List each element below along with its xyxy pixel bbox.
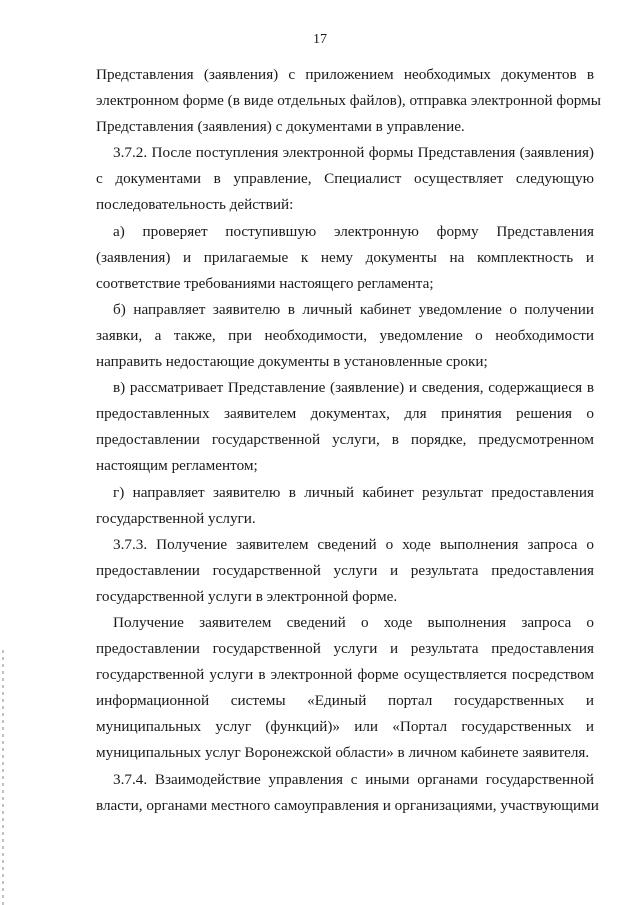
text-line: (заявления) и прилагаемые к нему документы на комплектность и: [96, 248, 594, 266]
text-line: заявки, а также, при необходимости, уведомление о необходимости: [96, 326, 594, 344]
text-line: предоставлении государственной услуги и результата предоставления: [96, 640, 594, 658]
paragraph-item-a: [96, 219, 594, 297]
paragraph-p374: [96, 767, 599, 819]
text-line: информационной системы «Единый портал государственных и: [96, 692, 594, 710]
text-line: направить недостающие документы в установленные сроки;: [96, 353, 488, 371]
text-line: электронном форме (в виде отдельных файлов), отправка электронной формы: [96, 92, 601, 110]
text-line: с документами в управление, Специалист осуществляет следующую: [96, 170, 594, 188]
text-line: а) проверяет поступившую электронную форму Представления: [113, 222, 594, 240]
paragraph-cont: [96, 62, 601, 140]
text-line: 3.7.4. Взаимодействие управления с иными органами государственной: [113, 770, 594, 788]
page-number: 17: [313, 32, 327, 47]
text-line: г) направляет заявителю в личный кабинет результат предоставления: [113, 483, 594, 501]
document-body: [96, 62, 601, 819]
text-line: государственной услуги в электронной форме.: [96, 587, 398, 605]
scan-edge-artifact: [2, 650, 4, 905]
text-line: государственной услуги в электронной форме осуществляется посредством: [96, 666, 594, 684]
paragraph-item-g: [96, 480, 594, 532]
text-line: в) рассматривает Представление (заявление) и сведения, содержащиеся в: [113, 379, 594, 397]
text-line: предоставлении государственной услуги и результата предоставления: [96, 561, 594, 579]
paragraph-p373: [96, 532, 594, 610]
text-line: государственной услуги.: [96, 509, 256, 527]
paragraph-item-b: [96, 297, 594, 375]
text-line: Получение заявителем сведений о ходе выполнения запроса о: [113, 613, 594, 631]
text-line: соответствие требованиями настоящего регламента;: [96, 274, 434, 292]
text-line: Представления (заявления) с приложением необходимых документов в: [96, 66, 594, 83]
text-line: последовательность действий:: [96, 196, 294, 214]
text-line: муниципальных услуг Воронежской области» в личном кабинете заявителя.: [96, 744, 590, 762]
paragraph-item-v: [96, 375, 594, 479]
text-line: предоставленных заявителем документах, для принятия решения о: [96, 405, 594, 423]
text-line: власти, органами местного самоуправления и организациями, участвующими: [96, 796, 599, 814]
text-line: муниципальных услуг (функций)» или «Портал государственных и: [96, 718, 594, 736]
paragraph-p372: [96, 140, 594, 218]
text-line: Представления (заявления) с документами в управление.: [96, 118, 465, 136]
text-line: 3.7.2. После поступления электронной формы Представления (заявления): [113, 144, 594, 162]
text-line: б) направляет заявителю в личный кабинет уведомление о получении: [113, 300, 594, 318]
text-line: предоставлении государственной услуги, в порядке, предусмотренном: [96, 431, 594, 449]
paragraph-p373-body: [96, 610, 594, 767]
text-line: настоящим регламентом;: [96, 457, 258, 475]
text-line: 3.7.3. Получение заявителем сведений о ходе выполнения запроса о: [113, 535, 594, 553]
